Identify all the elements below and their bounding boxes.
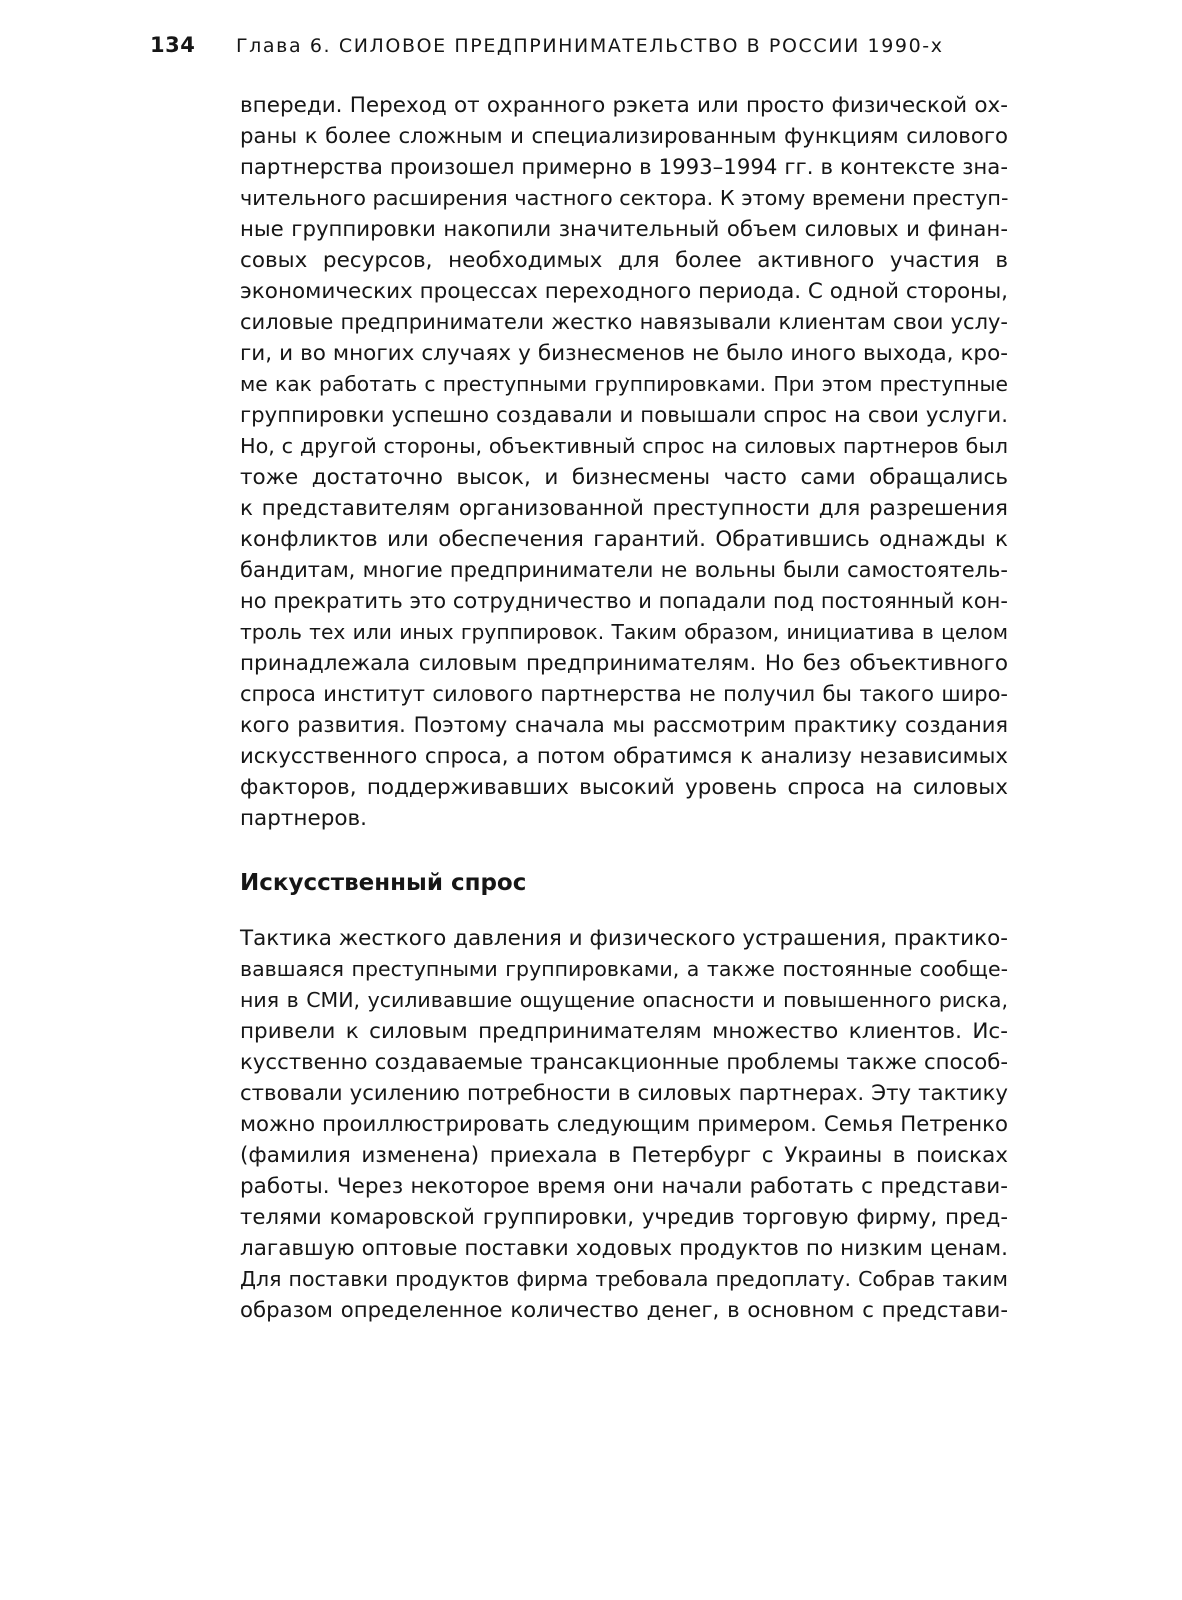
text-line: ния в СМИ, усиливавшие ощущение опасности и повышенного риска,: [240, 988, 1008, 1012]
text-line: образом определенное количество денег, в основном с представи-: [240, 1298, 1008, 1323]
running-title: Глава 6. СИЛОВОЕ ПРЕДПРИНИМАТЕЛЬСТВО В РОССИИ 1990-х: [236, 35, 944, 57]
text-line: экономических процессах переходного периода. С одной стороны,: [240, 279, 1008, 304]
text-line: ги, и во многих случаях у бизнесменов не было иного выхода, кро-: [240, 341, 1008, 366]
text-line: Но, с другой стороны, объективный спрос на силовых партнеров был: [240, 434, 1008, 458]
text-line: (фамилия изменена) приехала в Петербург с Украины в поисках: [240, 1143, 1008, 1168]
text-line: группировки успешно создавали и повышали спрос на свои услуги.: [240, 403, 1008, 428]
page-number: 134: [150, 33, 196, 57]
text-line: ме как работать с преступными группировками. При этом преступные: [240, 372, 1008, 396]
text-line: кусственно создаваемые трансакционные проблемы также способ-: [240, 1050, 1008, 1075]
text-line: к представителям организованной преступности для разрешения: [240, 496, 1008, 521]
text-line: факторов, поддерживавших высокий уровень спроса на силовых: [240, 775, 1008, 800]
text-line: искусственного спроса, а потом обратимся к анализу независимых: [240, 744, 1008, 769]
text-line: бандитам, многие предприниматели не вольны были самостоятель-: [240, 558, 1008, 582]
text-line: чительного расширения частного сектора. К этому времени преступ-: [240, 186, 1009, 210]
text-line: ствовали усилению потребности в силовых партнерах. Эту тактику: [240, 1081, 1008, 1106]
text-line: вавшаяся преступными группировками, а также постоянные сообще-: [240, 957, 1008, 981]
text-line: кого развития. Поэтому сначала мы рассмотрим практику создания: [240, 713, 1008, 737]
running-head: [150, 33, 1030, 63]
paragraph-1: [240, 90, 1008, 834]
text-line: силовые предприниматели жестко навязывали клиентам свои услу-: [240, 310, 1008, 334]
paragraph-2: [240, 923, 1008, 1326]
text-line: Для поставки продуктов фирма требовала предоплату. Собрав таким: [240, 1267, 1008, 1291]
text-line: тоже достаточно высок, и бизнесмены часто сами обращались: [240, 465, 1008, 490]
text-line: принадлежала силовым предпринимателям. Но без объективного: [240, 651, 1008, 676]
text-line: Тактика жесткого давления и физического устрашения, практико-: [240, 926, 1009, 951]
text-line: совых ресурсов, необходимых для более активного участия в: [240, 248, 1008, 273]
text-line: впереди. Переход от охранного рэкета или просто физической ох-: [240, 93, 1008, 118]
text-line: троль тех или иных группировок. Таким образом, инициатива в целом: [240, 620, 1008, 644]
text-line: спроса институт силового партнерства не получил бы такого широ-: [240, 682, 1008, 706]
text-line: работы. Через некоторое время они начали работать с представи-: [240, 1174, 1008, 1199]
text-line: ные группировки накопили значительный объем силовых и финан-: [240, 217, 1008, 242]
text-line: но прекратить это сотрудничество и попадали под постоянный кон-: [240, 589, 1008, 613]
text-line: раны к более сложным и специализированным функциям силового: [240, 124, 1008, 149]
section-heading: Искусственный спрос: [240, 870, 527, 896]
text-line: конфликтов или обеспечения гарантий. Обратившись однажды к: [240, 527, 1008, 552]
text-line: телями комаровской группировки, учредив торговую фирму, пред-: [240, 1205, 1008, 1230]
text-line: партнерства произошел примерно в 1993–1994 гг. в контексте зна-: [240, 155, 1008, 180]
text-line: можно проиллюстрировать следующим примером. Семья Петренко: [240, 1112, 1008, 1137]
text-line: партнеров.: [240, 806, 367, 831]
text-line: привели к силовым предпринимателям множество клиентов. Ис-: [240, 1019, 1008, 1044]
text-line: лагавшую оптовые поставки ходовых продуктов по низким ценам.: [240, 1236, 1008, 1261]
